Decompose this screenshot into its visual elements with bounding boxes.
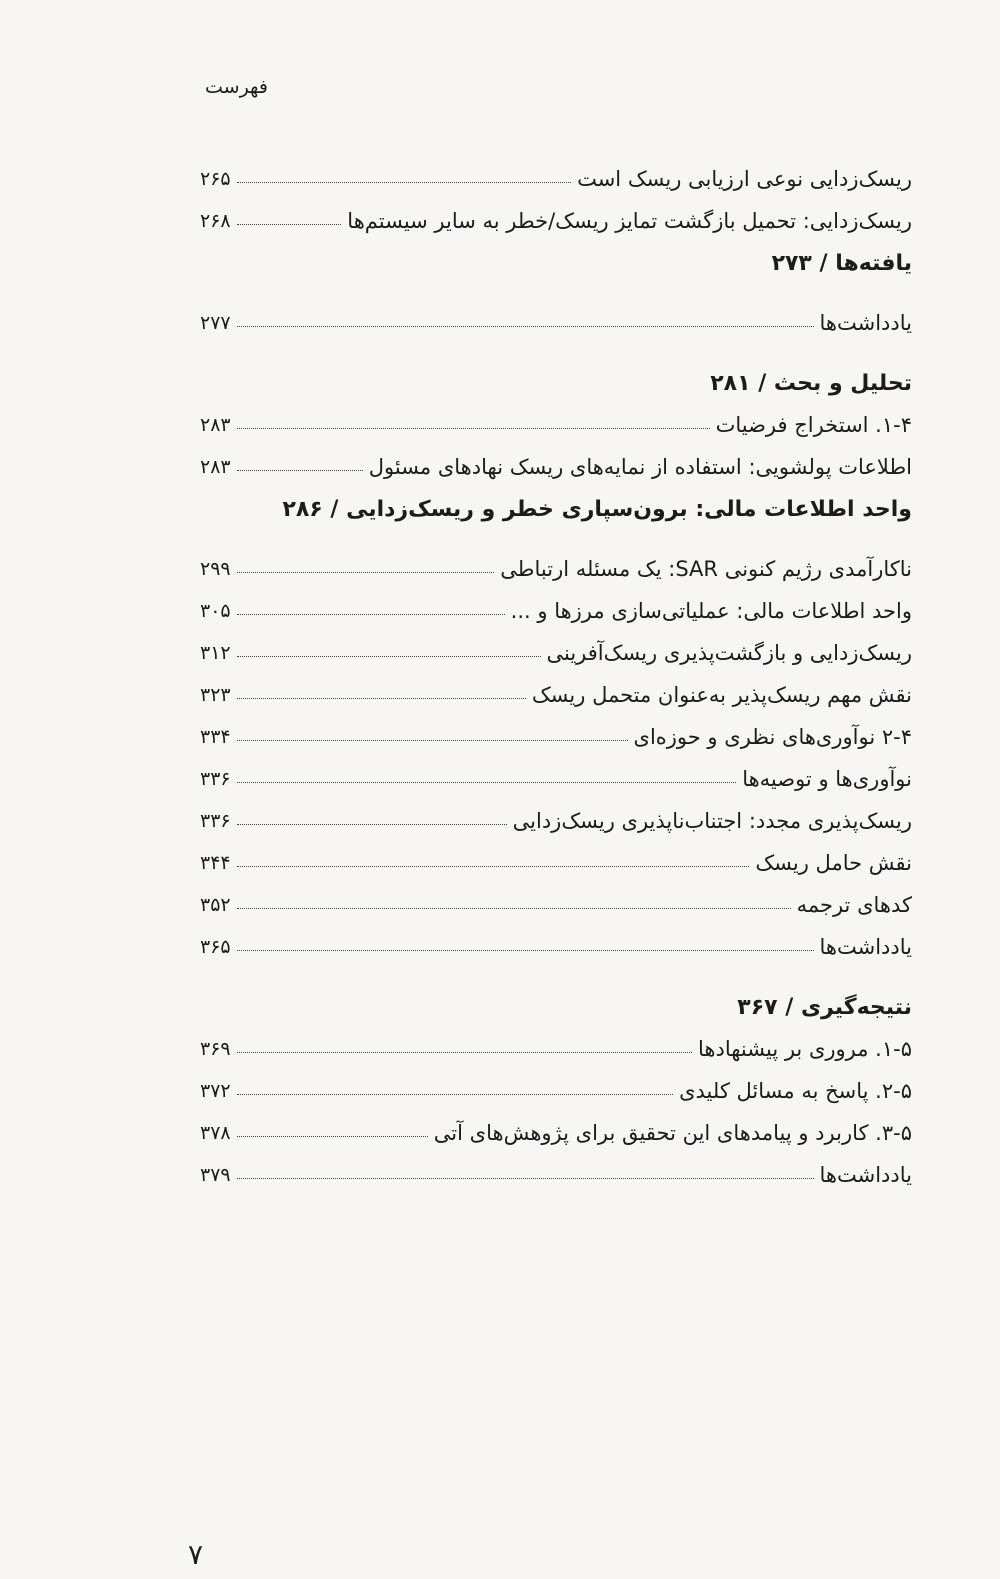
toc-entry-title: نقش مهم ریسک‌پذیر به‌عنوان متحمل ریسک (531, 682, 912, 707)
toc-entry-title: کدهای ترجمه (796, 892, 912, 917)
dot-leader (237, 1136, 428, 1137)
toc-entry-page: ۲۹۹ (200, 558, 231, 581)
toc-entry (200, 150, 912, 192)
toc-entry-page: ۳۷۸ (200, 1122, 231, 1145)
toc-entry-page: ۳۶۹ (200, 1038, 231, 1061)
toc-chapter-heading: یافته‌ها / ۲۷۳ (771, 251, 912, 276)
dot-leader (237, 782, 737, 783)
toc-entry-page: ۳۱۲ (200, 642, 231, 665)
toc-entry (200, 918, 912, 960)
toc-entry-title: ریسک‌زدایی نوعی ارزیابی ریسک است (577, 166, 912, 191)
running-head: فهرست (205, 76, 268, 98)
dot-leader (237, 656, 541, 657)
toc-entry-title: ریسک‌زدایی: تحمیل بازگشت تمایز ریسک/خطر به سایر سیستم‌ها (347, 208, 912, 233)
toc-entry (200, 192, 912, 234)
dot-leader (237, 326, 814, 327)
toc-entry-page: ۲۶۸ (200, 210, 231, 233)
toc-entry (200, 1020, 912, 1062)
toc-entry-title: یادداشت‌ها (819, 934, 912, 959)
toc-entry-page: ۳۳۶ (200, 810, 231, 833)
toc-entry (200, 582, 912, 624)
toc-entry-title: ۱-۴. استخراج فرضیات (715, 412, 912, 437)
toc-entry-page: ۳۲۳ (200, 684, 231, 707)
toc-entry (200, 666, 912, 708)
toc-entry-page: ۳۷۲ (200, 1080, 231, 1103)
toc-entry-title: ۳-۵. کاربرد و پیامدهای این تحقیق برای پژوهش‌های آتی (433, 1120, 912, 1145)
toc-entry (200, 1146, 912, 1188)
toc-entry-title: یادداشت‌ها (819, 1162, 912, 1187)
dot-leader (237, 824, 507, 825)
dot-leader (237, 224, 342, 225)
toc-entry (200, 792, 912, 834)
toc-entry-page: ۲۶۵ (200, 168, 231, 191)
toc-entry-title: ۲-۵. پاسخ به مسائل کلیدی (679, 1078, 912, 1103)
toc-entry-page: ۲۸۳ (200, 414, 231, 437)
toc-entry-page: ۳۶۵ (200, 936, 231, 959)
toc-entry-title: ریسک‌زدایی و بازگشت‌پذیری ریسک‌آفرینی (546, 640, 912, 665)
dot-leader (237, 572, 495, 573)
dot-leader (237, 1178, 814, 1179)
dot-leader (237, 182, 571, 183)
toc-entry (200, 438, 912, 480)
toc-entry (200, 834, 912, 876)
toc-entry (200, 540, 912, 582)
dot-leader (237, 428, 710, 429)
toc-entry (200, 708, 912, 750)
toc-chapter-heading: تحلیل و بحث / ۲۸۱ (710, 371, 912, 396)
dot-leader (237, 950, 814, 951)
toc-entry-title: یادداشت‌ها (819, 310, 912, 335)
toc-chapter-heading: واحد اطلاعات مالی: برون‌سپاری خطر و ریسک‌زدایی / ۲۸۶ (282, 497, 912, 522)
toc-entry-title: ریسک‌پذیری مجدد: اجتناب‌ناپذیری ریسک‌زدایی (512, 808, 912, 833)
toc-entry (200, 1104, 912, 1146)
section-gap (200, 336, 912, 354)
section-gap (200, 522, 912, 540)
toc-entry-page: ۳۴۴ (200, 852, 231, 875)
toc-entry-page: ۲۷۷ (200, 312, 231, 335)
dot-leader (237, 908, 791, 909)
toc-entry-title: ۲-۴ نوآوری‌های نظری و حوزه‌ای (633, 724, 912, 749)
toc-entry-page: ۳۳۶ (200, 768, 231, 791)
toc-entry-title: اطلاعات پولشویی: استفاده از نمایه‌های ریسک نهادهای مسئول (368, 454, 912, 479)
toc-entry (200, 750, 912, 792)
toc-entry-title: نوآوری‌ها و توصیه‌ها (742, 766, 912, 791)
dot-leader (237, 470, 363, 471)
dot-leader (237, 740, 628, 741)
dot-leader (237, 866, 750, 867)
page-number: ۷ (188, 1538, 204, 1571)
dot-leader (237, 614, 505, 615)
toc-entry-page: ۳۵۲ (200, 894, 231, 917)
toc-entry-title: واحد اطلاعات مالی: عملیاتی‌سازی مرزها و ... (510, 598, 912, 623)
dot-leader (237, 698, 526, 699)
toc-entry-page: ۲۸۳ (200, 456, 231, 479)
section-gap (200, 960, 912, 978)
toc-entry (200, 624, 912, 666)
dot-leader (237, 1052, 692, 1053)
toc-entry-page: ۳۳۴ (200, 726, 231, 749)
toc-entry-title: نقش حامل ریسک (755, 850, 912, 875)
toc-entry (200, 294, 912, 336)
dot-leader (237, 1094, 673, 1095)
section-gap (200, 276, 912, 294)
toc-entry (200, 876, 912, 918)
toc-entry (200, 396, 912, 438)
toc-entry-title: ۱-۵. مروری بر پیشنهادها (698, 1036, 912, 1061)
toc-entry-page: ۳۷۹ (200, 1164, 231, 1187)
toc-entry-page: ۳۰۵ (200, 600, 231, 623)
toc-entry-title: ناکارآمدی رژیم کنونی SAR: یک مسئله ارتباطی (500, 556, 912, 581)
toc-entry (200, 1062, 912, 1104)
toc-chapter-heading: نتیجه‌گیری / ۳۶۷ (737, 995, 912, 1020)
table-of-contents (200, 150, 912, 1188)
